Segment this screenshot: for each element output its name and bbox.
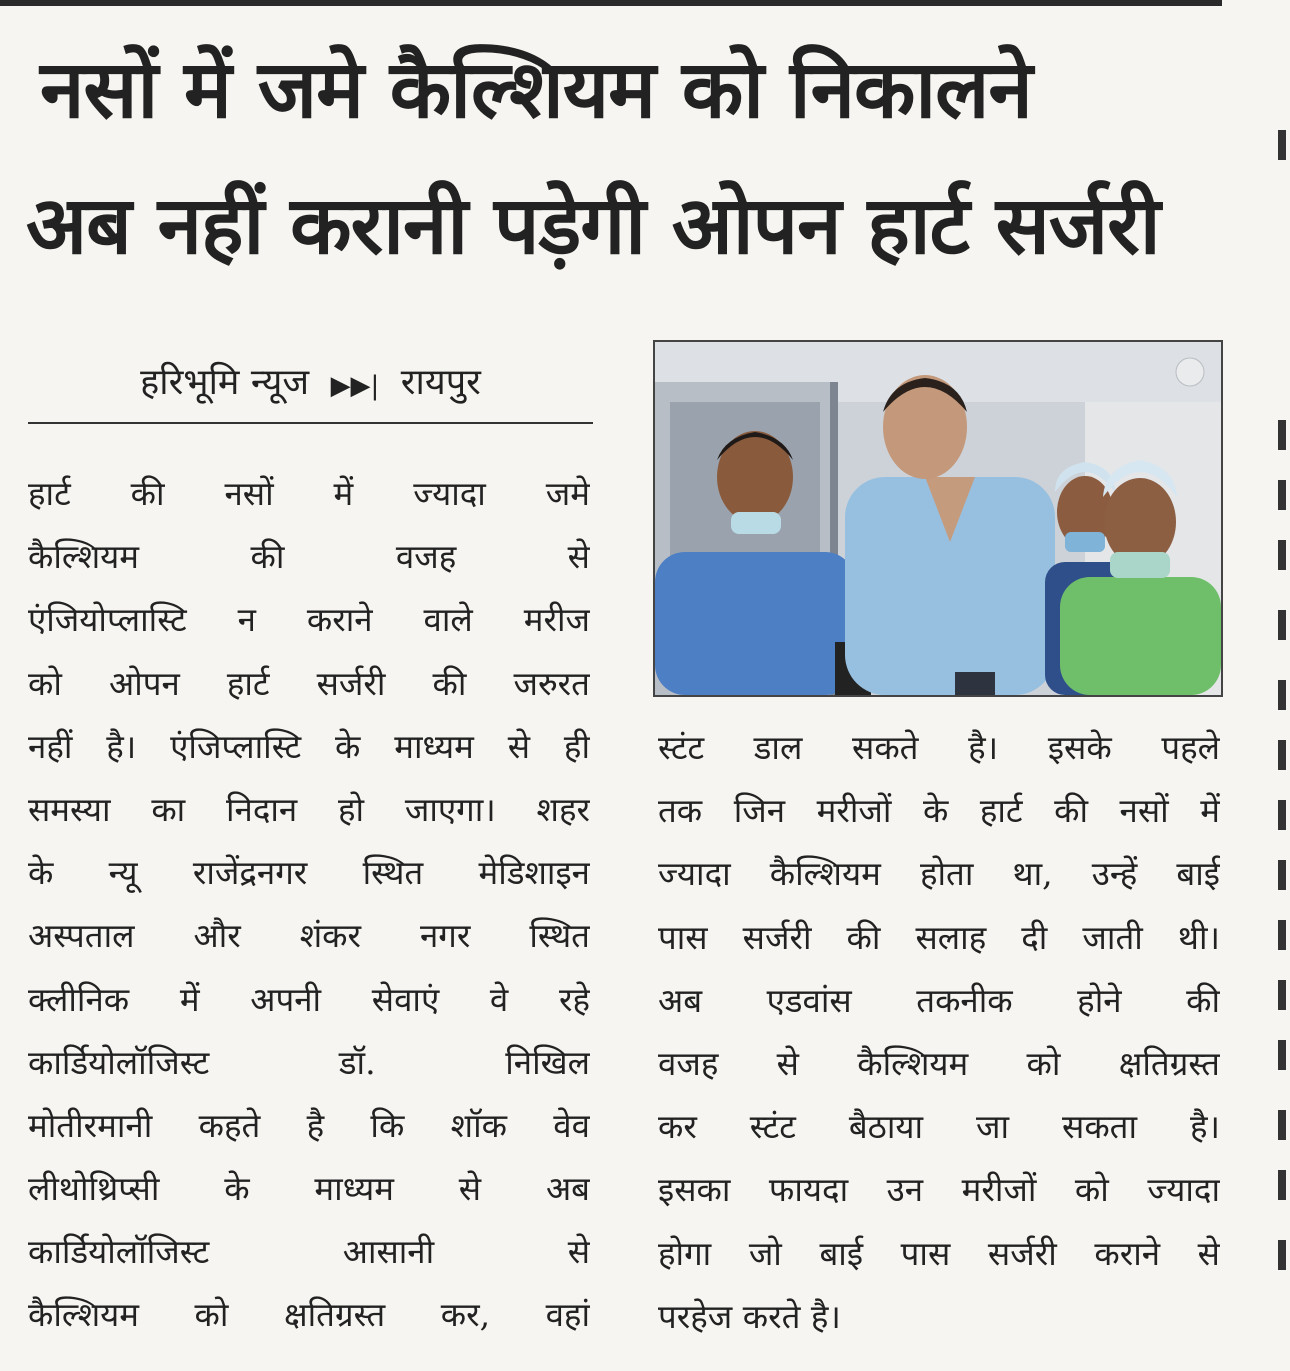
article-column-2	[658, 716, 1220, 1348]
column-2-line: कर स्टंट बैठाया जा सकता है।	[658, 1107, 1220, 1147]
column-1-line: नहीं है। एंजिप्लास्टि के माध्यम से ही	[28, 726, 590, 766]
byline-source: हरिभूमि न्यूज	[140, 362, 310, 403]
column-2-line: तक जिन मरीजों के हार्ट की नसों में	[658, 791, 1220, 831]
top-rule	[0, 0, 1222, 6]
byline	[28, 350, 593, 424]
news-photo	[653, 340, 1223, 697]
byline-separator-icon: ▶▶|	[330, 371, 380, 401]
column-1-line: एंजियोप्लास्टि न कराने वाले मरीज	[28, 600, 590, 640]
column-1-line: लीथोथ्रिप्सी के माध्यम से अब	[28, 1169, 590, 1209]
column-1-line: समस्या का निदान हो जाएगा। शहर	[28, 789, 590, 829]
column-2-line: स्टंट डाल सकते है। इसके पहले	[658, 728, 1220, 767]
doctors-photo-illustration	[655, 342, 1221, 695]
column-2-line: वजह से कैल्शियम को क्षतिग्रस्त	[658, 1043, 1220, 1083]
column-1-line: के न्यू राजेंद्रनगर स्थित मेडिशाइन	[28, 853, 590, 893]
column-2-line: परहेज करते है।	[658, 1296, 841, 1336]
column-1-line: अस्पताल और शंकर नगर स्थित	[28, 916, 590, 956]
column-1-line: क्लीनिक में अपनी सेवाएं वे रहे	[28, 979, 590, 1019]
column-1-line: को ओपन हार्ट सर्जरी की जरुरत	[28, 663, 590, 703]
column-2-line: पास सर्जरी की सलाह दी जाती थी।	[658, 917, 1220, 957]
column-2-line: अब एडवांस तकनीक होने की	[658, 980, 1220, 1020]
byline-city: रायपुर	[400, 362, 481, 403]
article-column-1	[28, 462, 590, 1347]
adjacent-article-edge	[1278, 120, 1290, 1371]
column-1-line: कार्डियोलॉजिस्ट आसानी से	[28, 1232, 590, 1272]
headline-line-2: अब नहीं करानी पड़ेगी ओपन हार्ट सर्जरी	[26, 179, 1160, 272]
column-2-line: इसका फायदा उन मरीजों को ज्यादा	[658, 1170, 1220, 1210]
column-1-line: मोतीरमानी कहते है कि शॉक वेव	[28, 1105, 590, 1145]
column-2-line: ज्यादा कैल्शियम होता था, उन्हें बाई	[658, 854, 1220, 894]
column-1-line: कैल्शियम को क्षतिग्रस्त कर, वहां	[28, 1295, 590, 1335]
column-1-line: हार्ट की नसों में ज्यादा जमे	[28, 474, 590, 513]
headline-line-1: नसों में जमे कैल्शियम को निकालने	[40, 43, 1032, 136]
column-2-line: होगा जो बाई पास सर्जरी कराने से	[658, 1233, 1220, 1273]
column-1-line: कार्डियोलॉजिस्ट डॉ. निखिल	[28, 1042, 590, 1082]
column-1-line: कैल्शियम की वजह से	[28, 537, 590, 577]
